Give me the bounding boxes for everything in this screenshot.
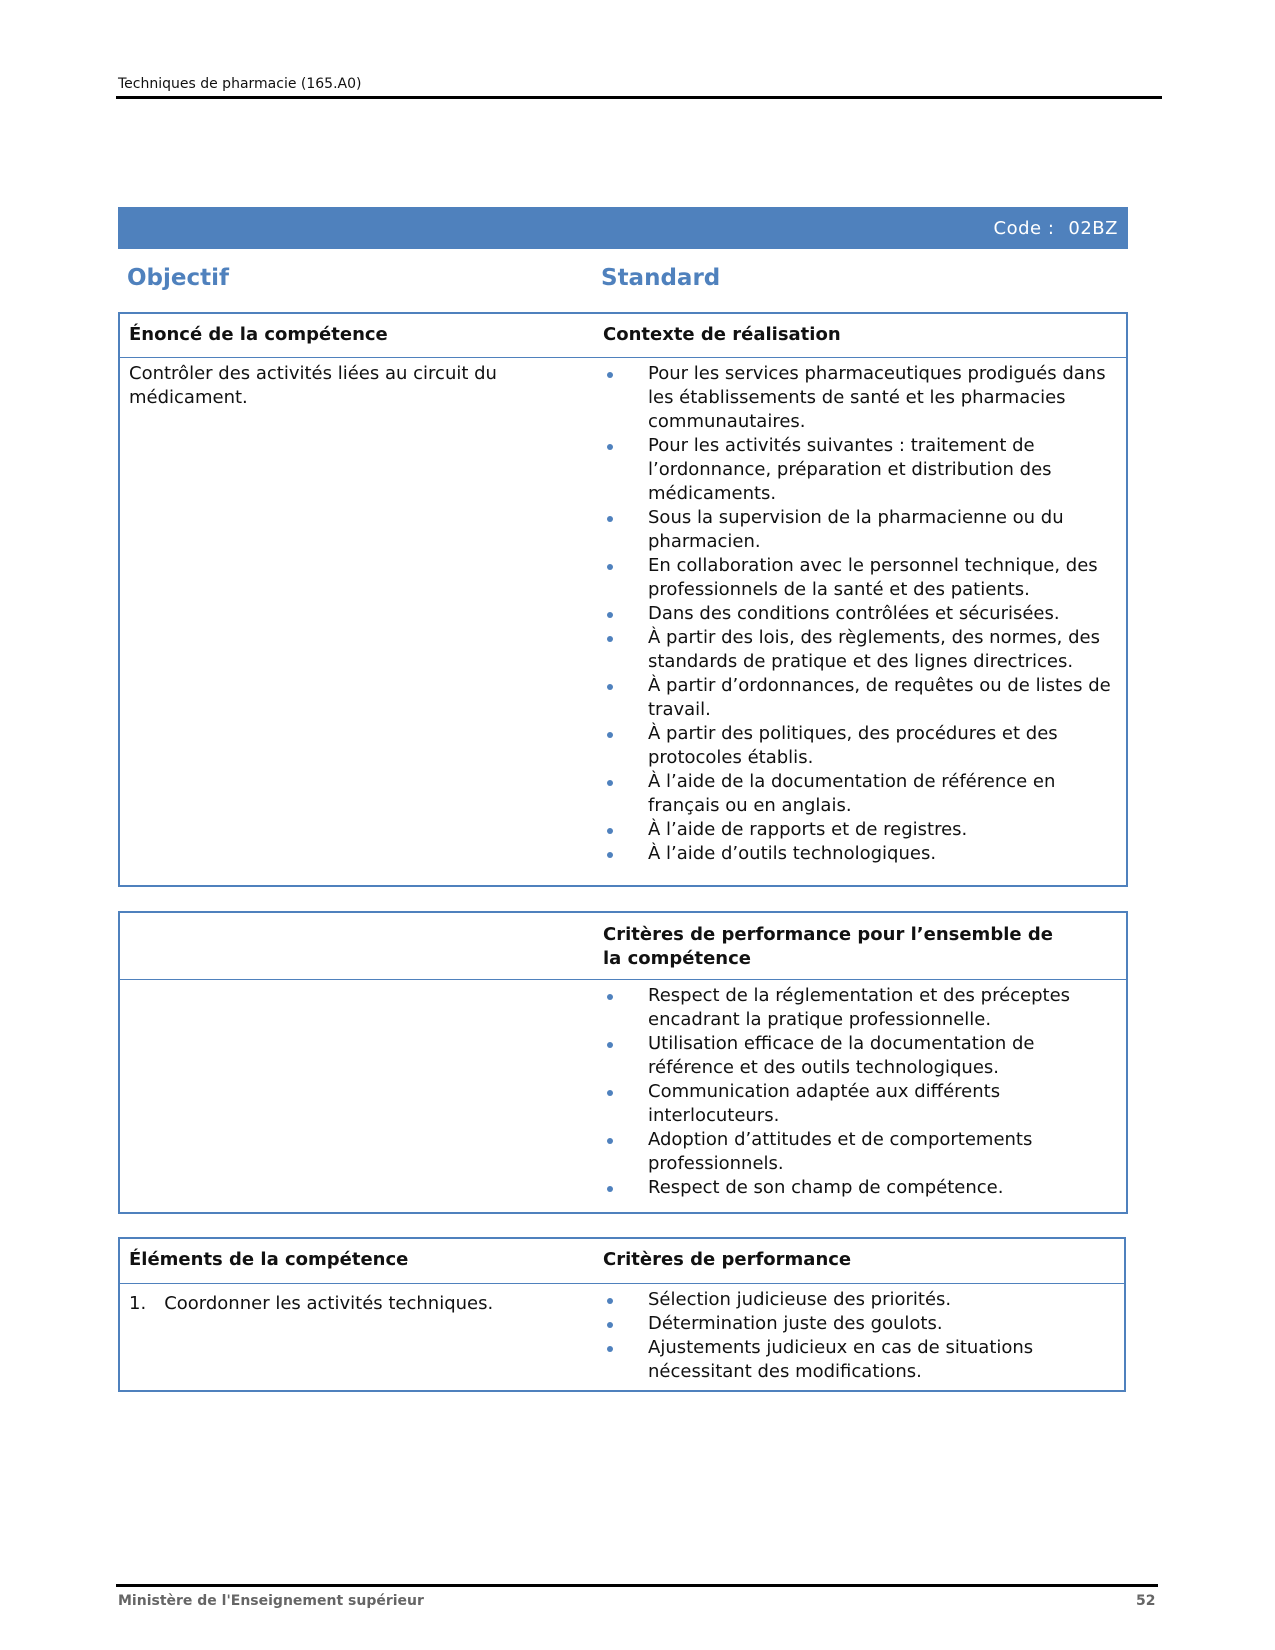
list-item-text: Détermination juste des goulots.	[648, 1313, 943, 1334]
list-item-text: Adoption d’attitudes et de comportements professionnels.	[648, 1129, 1033, 1174]
competence-statement: Contrôler des activités liées au circuit du médicament.	[129, 363, 497, 408]
list-item	[603, 1080, 1113, 1128]
list-item-text: À partir des politiques, des procédures et des protocoles établis.	[648, 723, 1058, 768]
context-list	[603, 362, 1113, 866]
list-item-text: Pour les services pharmaceutiques prodigués dans les établissements de santé et les pharmacies communautaires.	[648, 363, 1106, 432]
bullet-icon	[607, 1298, 613, 1304]
section-standard: Standard	[601, 265, 721, 291]
element-number: 1.	[129, 1293, 147, 1314]
list-item-text: Dans des conditions contrôlées et sécurisées.	[648, 603, 1060, 624]
list-item	[603, 362, 1113, 434]
bullet-icon	[607, 1186, 613, 1192]
list-item-text: Respect de son champ de compétence.	[648, 1177, 1004, 1198]
bullet-icon	[607, 1090, 613, 1096]
code-label: Code :	[993, 218, 1055, 239]
bullet-icon	[607, 828, 613, 834]
competence-table	[118, 312, 1128, 887]
list-item	[603, 554, 1113, 602]
table-header	[120, 1239, 1124, 1284]
bullet-icon	[607, 684, 613, 690]
list-item	[603, 506, 1113, 554]
header-rule	[116, 96, 1162, 99]
list-item-text: Sélection judicieuse des priorités.	[648, 1289, 952, 1310]
list-item	[603, 674, 1113, 722]
bullet-icon	[607, 1042, 613, 1048]
list-item-text: À partir des lois, des règlements, des normes, des standards de pratique et des lignes directrices.	[648, 627, 1100, 672]
list-item-text: En collaboration avec le personnel technique, des professionnels de la santé et des patients.	[648, 555, 1098, 600]
code-band	[118, 207, 1128, 249]
list-item	[603, 818, 1113, 842]
section-objectif: Objectif	[127, 265, 230, 291]
list-item	[603, 1312, 1113, 1336]
list-item-text: Respect de la réglementation et des préceptes encadrant la pratique professionnelle.	[648, 985, 1071, 1030]
elements-table	[118, 1237, 1126, 1392]
bullet-icon	[607, 612, 613, 618]
criteria-header: Critères de performance	[603, 1249, 852, 1270]
bullet-icon	[607, 1346, 613, 1352]
list-item-text: Utilisation efficace de la documentation de référence et des outils technologiques.	[648, 1033, 1035, 1078]
bullet-icon	[607, 732, 613, 738]
table-header	[120, 913, 1126, 980]
page-number: 52	[1136, 1593, 1156, 1609]
criteria-list	[603, 1288, 1113, 1384]
statement-header: Énoncé de la compétence	[129, 324, 388, 345]
context-header: Contexte de réalisation	[603, 324, 841, 345]
list-item-text: Sous la supervision de la pharmacienne ou du pharmacien.	[648, 507, 1064, 552]
overall-criteria-table	[118, 911, 1128, 1214]
course-code	[994, 218, 1118, 239]
list-item	[603, 984, 1113, 1032]
list-item-text: Pour les activités suivantes : traitement de l’ordonnance, préparation et distribution des médicaments.	[648, 435, 1052, 504]
list-item	[603, 770, 1113, 818]
footer-rule	[116, 1584, 1158, 1587]
list-item-text: Ajustements judicieux en cas de situations nécessitant des modifications.	[648, 1337, 1034, 1382]
list-item-text: Communication adaptée aux différents interlocuteurs.	[648, 1081, 1001, 1126]
bullet-icon	[607, 1138, 613, 1144]
overall-criteria-header: Critères de performance pour l’ensemble de la compétence	[603, 924, 1053, 969]
code-value: 02BZ	[1068, 218, 1118, 239]
footer-ministry: Ministère de l'Enseignement supérieur	[118, 1593, 424, 1609]
element-item	[129, 1292, 519, 1316]
overall-criteria-list	[603, 984, 1113, 1200]
list-item	[603, 842, 1113, 866]
table-header	[120, 314, 1126, 358]
list-item	[603, 1128, 1113, 1176]
running-header: Techniques de pharmacie (165.A0)	[118, 76, 362, 92]
bullet-icon	[607, 636, 613, 642]
list-item	[603, 1032, 1113, 1080]
list-item	[603, 626, 1113, 674]
element-text: Coordonner les activités techniques.	[164, 1293, 494, 1314]
list-item	[603, 1336, 1113, 1384]
bullet-icon	[607, 780, 613, 786]
bullet-icon	[607, 444, 613, 450]
list-item-text: À l’aide d’outils technologiques.	[648, 843, 937, 864]
list-item	[603, 434, 1113, 506]
bullet-icon	[607, 994, 613, 1000]
bullet-icon	[607, 372, 613, 378]
list-item-text: À partir d’ordonnances, de requêtes ou de listes de travail.	[648, 675, 1111, 720]
bullet-icon	[607, 564, 613, 570]
list-item	[603, 1176, 1113, 1200]
bullet-icon	[607, 852, 613, 858]
list-item	[603, 1288, 1113, 1312]
elements-header: Éléments de la compétence	[129, 1249, 409, 1270]
list-item-text: À l’aide de rapports et de registres.	[648, 819, 968, 840]
bullet-icon	[607, 1322, 613, 1328]
list-item	[603, 602, 1113, 626]
list-item-text: À l’aide de la documentation de référence en français ou en anglais.	[648, 771, 1056, 816]
list-item	[603, 722, 1113, 770]
bullet-icon	[607, 516, 613, 522]
